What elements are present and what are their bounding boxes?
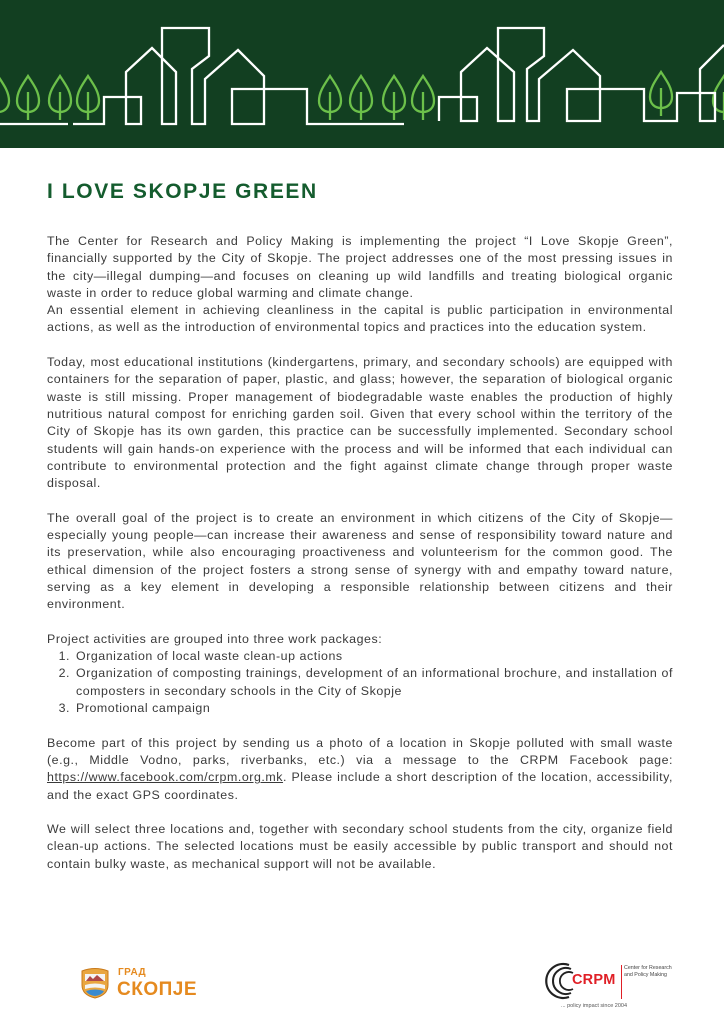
tree-icon xyxy=(383,76,405,120)
city-of-skopje-logo xyxy=(80,965,200,1003)
crpm-logo-divider xyxy=(621,965,622,999)
paragraph-work-packages-intro: Project activities are grouped into three work packages: xyxy=(47,631,383,646)
cta-text-after: . Please include a short description of the location, accessibility, and the exact GPS coordinates. xyxy=(47,770,673,802)
list-item: 1. Organization of local waste clean-up actions xyxy=(74,648,673,665)
tree-icon xyxy=(49,76,71,120)
crpm-logo-tagline: ... policy impact since 2004 xyxy=(561,1003,628,1009)
paragraph-selection: We will select three locations and, together with secondary school students from the city, organize field clean-up actions. The selected locations must be easily accessible by public transport and should not contain bulky waste, as mechanical support will not be available. xyxy=(47,822,673,871)
paragraph-goal: The overall goal of the project is to create an environment in which citizens of the City of Skopje—especially young people—can increase their awareness and sense of responsibility toward nature and its preservation, while also encouraging proactiveness and volunteerism for the common good. The ethical dimension of the project fosters a strong sense of synergy with and empathy toward nature, serving as a key element in developing a responsible relationship between citizens and their environment. xyxy=(47,510,673,612)
page-title: I LOVE SKOPJE GREEN xyxy=(47,180,318,203)
paragraph-schools: Today, most educational institutions (kindergartens, primary, and secondary schools) are equipped with containers for the separation of paper, plastic, and glass; however, the separation of biological organic waste is still missing. Proper management of biodegradable waste enables the production of highly nutritious natural compost for enriching garden soil. Given that every school within the territory of the City of Skopje has its own garden, this practice can be successfully implemented. Secondary school students will gain hands-on experience with the process and will be informed that each individual can contribute to environmental protection and the fight against climate change through proper waste disposal. xyxy=(47,355,673,491)
work-packages-list xyxy=(47,648,673,717)
article-body xyxy=(47,233,673,873)
cta-text-before: Become part of this project by sending us a photo of a location in Skopje polluted with small waste (e.g., Middle Vodno, parks, riverbanks, etc.) via a message to the CRPM Facebook page: xyxy=(47,735,673,767)
skopje-logo-line2: СКОПЈЕ xyxy=(117,979,197,1000)
crpm-logo-name: CRPM xyxy=(572,972,616,988)
tree-icon xyxy=(0,76,9,120)
list-item: 2. Organization of composting trainings, development of an informational brochure, and installation of composters in secondary schools in the City of Skopje xyxy=(74,665,673,700)
list-item: 3. Promotional campaign xyxy=(74,700,673,717)
paragraph-call-to-action xyxy=(47,735,673,804)
paragraph-intro: The Center for Research and Policy Making is implementing the project “I Love Skopje Green”, financially supported by the City of Skopje. The project addresses one of the most pressing issues in the city—illegal dumping—and focuses on cleaning up wild landfills and treating biological organic waste in order to reduce global warming and climate change. xyxy=(47,234,673,300)
skopje-logo-line1: ГРАД xyxy=(118,967,147,978)
facebook-link[interactable]: https://www.facebook.com/crpm.org.mk xyxy=(47,770,284,785)
skopje-crest-icon xyxy=(80,967,110,999)
tree-icon xyxy=(17,76,39,120)
tree-icon xyxy=(77,76,99,120)
tree-icon xyxy=(650,72,672,116)
city-skyline-illustration xyxy=(0,0,724,148)
tree-icon xyxy=(319,76,341,120)
tree-icon xyxy=(412,76,434,120)
paragraph-participation: An essential element in achieving cleanliness in the capital is public participation in environmental actions, as well as the introduction of environmental topics and practices into the education system. xyxy=(47,303,673,335)
crpm-logo-fullname: Center for Research and Policy Making xyxy=(624,965,672,978)
tree-icon xyxy=(350,76,372,120)
crpm-logo xyxy=(545,955,685,1020)
header-banner xyxy=(0,0,724,148)
